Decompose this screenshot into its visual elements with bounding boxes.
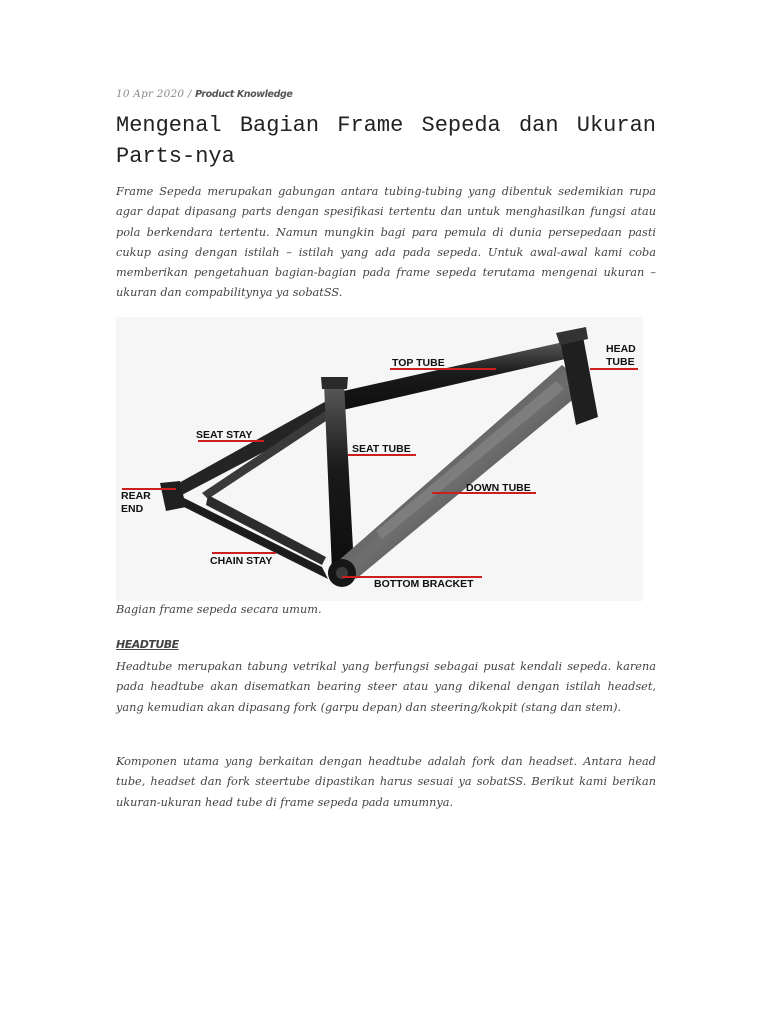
section-heading-headtube: HEADTUBE xyxy=(116,638,179,651)
headtube-paragraph-2: Komponen utama yang berkaitan dengan headtube adalah fork dan headset. Antara head tube, headset dan fork steertube dipastikan harus sesuai ya sobatSS. Berikut kami berikan ukuran-ukuran head tube di frame sepeda pada umumnya. xyxy=(116,755,656,809)
label-head-tube-line1: HEAD xyxy=(606,343,636,355)
post-meta xyxy=(116,88,292,100)
bike-frame-illustration xyxy=(116,317,643,601)
figure-caption: Bagian frame sepeda secara umum. xyxy=(116,603,322,616)
post-category-link[interactable]: Product Knowledge xyxy=(195,89,293,100)
label-seat-stay: SEAT STAY xyxy=(196,429,253,441)
label-rear-end-line1: REAR xyxy=(121,490,151,502)
post-title: Mengenal Bagian Frame Sepeda dan Ukuran Parts-nya xyxy=(116,113,656,169)
label-chain-stay: CHAIN STAY xyxy=(210,555,273,567)
label-seat-tube: SEAT TUBE xyxy=(352,443,411,455)
intro-paragraph: Frame Sepeda merupakan gabungan antara tubing-tubing yang dibentuk sedemikian rupa agar dapat dipasang parts dengan spesifikasi tertentu dan untuk menghasilkan fungsi atau pola berkendara tertentu. Namun mungkin bagi para pemula di dunia persepedaan pasti cukup asing dengan istilah – istilah yang ada pada sepeda. Untuk awal-awal kami coba memberikan pengetahuan bagian-bagian pada frame sepeda terutama mengenai ukuran – ukuran dan compabilitynya ya sobatSS. xyxy=(116,185,656,300)
label-down-tube: DOWN TUBE xyxy=(466,482,531,494)
headtube-paragraph-1: Headtube merupakan tabung vetrikal yang berfungsi sebagai pusat kendali sepeda. karena pada headtube akan disematkan bearing steer atau yang dikenal dengan istilah headset, yang kemudian akan dipasang fork (garpu depan) dan steering/kokpit (stang dan stem). xyxy=(116,660,656,714)
label-head-tube-line2: TUBE xyxy=(606,356,635,368)
post-date: 10 Apr 2020 xyxy=(116,88,185,100)
meta-separator: / xyxy=(184,88,196,100)
label-rear-end-line2: END xyxy=(121,503,144,515)
label-top-tube: TOP TUBE xyxy=(392,357,445,369)
label-bottom-bracket: BOTTOM BRACKET xyxy=(374,578,474,590)
frame-diagram-image xyxy=(116,317,643,601)
